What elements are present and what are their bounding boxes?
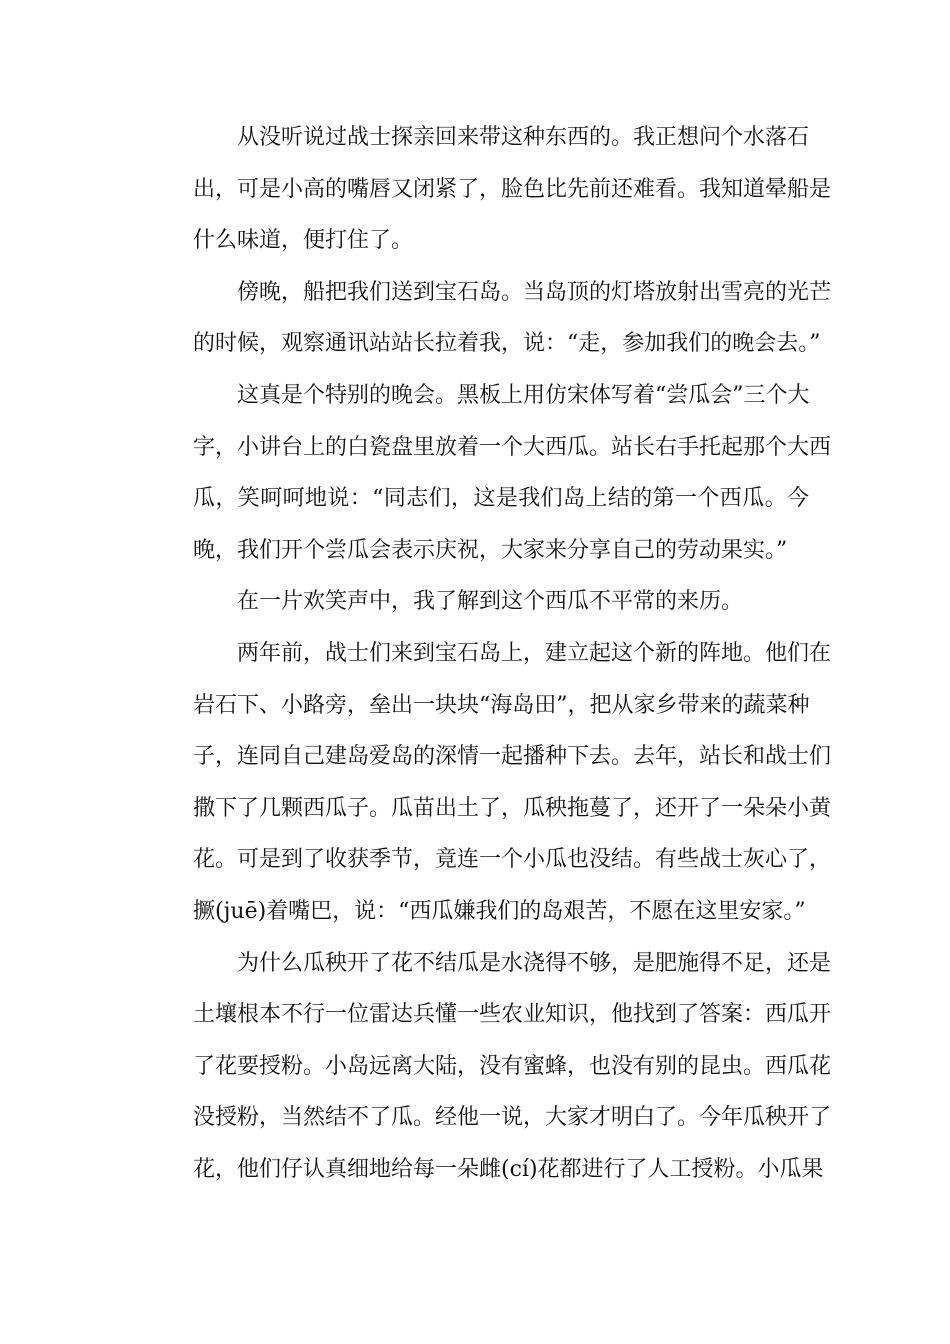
document-page <box>149 112 832 1195</box>
paragraph <box>149 628 832 938</box>
text-line: 没授粉，当然结不了瓜。经他一说，大家才明白了。今年瓜秧开了 <box>193 1105 832 1131</box>
text-line: 土壤根本不行一位雷达兵懂一些农业知识，他找到了答案：西瓜开 <box>193 1002 832 1028</box>
paragraph <box>149 267 832 370</box>
text-line: 花。可是到了收获季节，竟连一个小瓜也没结。有些战士灰心了， <box>193 847 832 873</box>
text-line: 出，可是小高的嘴唇又闭紧了，脸色比先前还难看。我知道晕船是 <box>193 176 832 202</box>
text-line: 这真是个特别的晚会。黑板上用仿宋体写着“尝瓜会”三个大 <box>237 382 810 408</box>
paragraph <box>149 112 832 267</box>
text-line: 花，他们仔认真细地给每一朵雌(cí)花都进行了人工授粉。小瓜果 <box>193 1156 824 1182</box>
paragraph <box>149 370 832 576</box>
text-line: 为什么瓜秧开了花不结瓜是水浇得不够，是肥施得不足，还是 <box>237 950 832 976</box>
text-line: 从没听说过战士探亲回来带这种东西的。我正想问个水落石 <box>237 125 810 150</box>
text-line: 岩石下、小路旁，垒出一块块“海岛田”，把从家乡带来的蔬菜种 <box>193 692 810 718</box>
paragraph <box>149 938 832 1196</box>
text-line: 撅(juē)着嘴巴，说：“西瓜嫌我们的岛艰苦，不愿在这里安家。” <box>193 898 806 924</box>
text-line: 傍晚，船把我们送到宝石岛。当岛顶的灯塔放射出雪亮的光芒 <box>237 279 832 305</box>
text-line: 两年前，战士们来到宝石岛上，建立起这个新的阵地。他们在 <box>237 640 832 666</box>
text-line: 了花要授粉。小岛远离大陆，没有蜜蜂，也没有别的昆虫。西瓜花 <box>193 1053 832 1079</box>
paragraph <box>149 576 809 628</box>
text-line: 瓜，笑呵呵地说：“同志们，这是我们岛上结的第一个西瓜。今 <box>193 486 809 512</box>
text-line: 在一片欢笑声中，我了解到这个西瓜不平常的来历。 <box>237 589 744 615</box>
text-line: 的时候，观察通讯站站长拉着我，说：“走，参加我们的晚会去。” <box>193 331 821 357</box>
text-line: 子，连同自己建岛爱岛的深情一起播种下去。去年，站长和战士们 <box>193 744 832 770</box>
text-line: 字，小讲台上的白瓷盘里放着一个大西瓜。站长右手托起那个大西 <box>193 434 832 460</box>
text-line: 什么味道，便打住了。 <box>193 228 414 254</box>
text-line: 晚，我们开个尝瓜会表示庆祝，大家来分享自己的劳动果实。” <box>193 537 788 563</box>
text-line: 撒下了几颗西瓜子。瓜苗出土了，瓜秧拖蔓了，还开了一朵朵小黄 <box>193 795 832 821</box>
